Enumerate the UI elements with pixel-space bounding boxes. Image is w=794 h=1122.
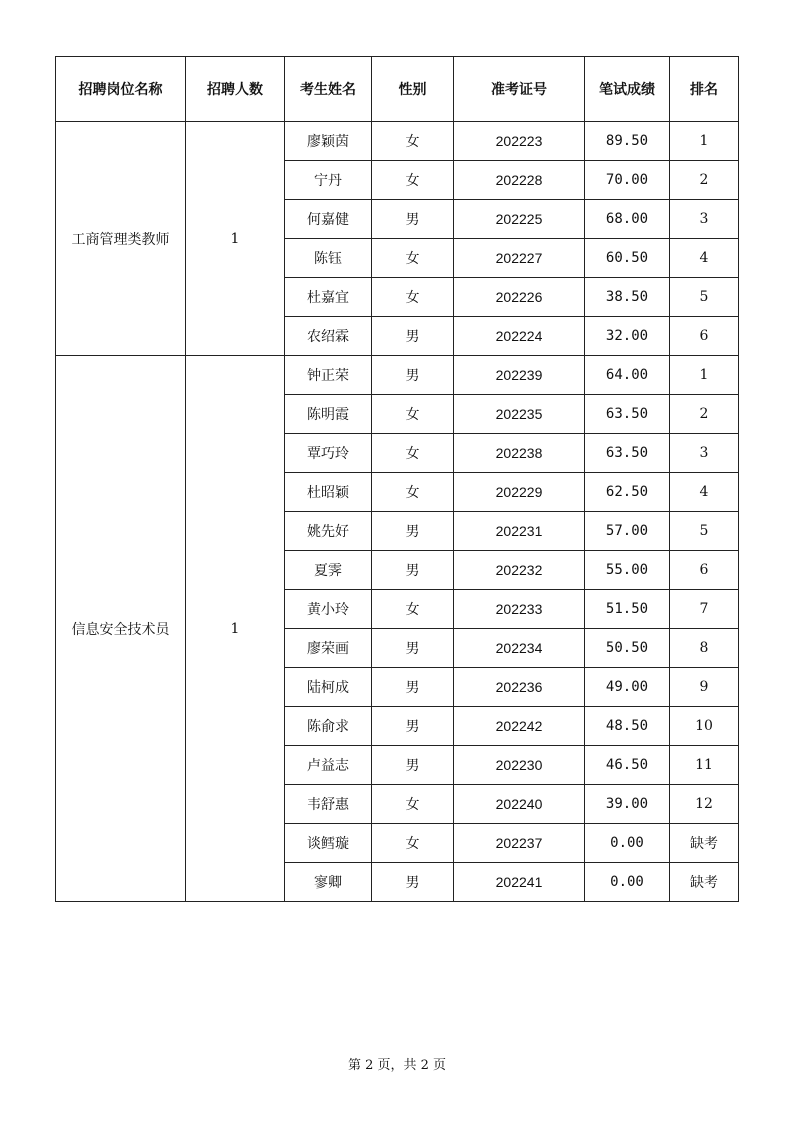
name-cell: 陈钰 [285, 239, 372, 278]
score-cell: 62.50 [585, 473, 670, 512]
gender-cell: 女 [372, 785, 454, 824]
rank-cell: 3 [670, 200, 739, 239]
score-cell: 57.00 [585, 512, 670, 551]
exam-id-cell: 202229 [454, 473, 585, 512]
score-cell: 60.50 [585, 239, 670, 278]
name-cell: 宁丹 [285, 161, 372, 200]
header-exam-id: 准考证号 [454, 57, 585, 122]
exam-id-cell: 202228 [454, 161, 585, 200]
gender-cell: 男 [372, 746, 454, 785]
exam-id-cell: 202223 [454, 122, 585, 161]
exam-id-cell: 202239 [454, 356, 585, 395]
exam-id-cell: 202233 [454, 590, 585, 629]
results-table [55, 56, 739, 902]
rank-cell: 11 [670, 746, 739, 785]
exam-id-cell: 202234 [454, 629, 585, 668]
name-cell: 杜嘉宜 [285, 278, 372, 317]
score-cell: 39.00 [585, 785, 670, 824]
exam-id-cell: 202224 [454, 317, 585, 356]
score-cell: 89.50 [585, 122, 670, 161]
gender-cell: 女 [372, 824, 454, 863]
rank-cell: 6 [670, 551, 739, 590]
score-cell: 50.50 [585, 629, 670, 668]
gender-cell: 女 [372, 395, 454, 434]
name-cell: 钟正荣 [285, 356, 372, 395]
gender-cell: 男 [372, 200, 454, 239]
rank-cell: 10 [670, 707, 739, 746]
rank-cell: 12 [670, 785, 739, 824]
exam-id-cell: 202225 [454, 200, 585, 239]
name-cell: 廖颖茵 [285, 122, 372, 161]
score-cell: 51.50 [585, 590, 670, 629]
name-cell: 夏霁 [285, 551, 372, 590]
score-cell: 0.00 [585, 863, 670, 902]
header-row [56, 57, 739, 122]
gender-cell: 女 [372, 473, 454, 512]
rank-cell: 缺考 [670, 824, 739, 863]
exam-id-cell: 202240 [454, 785, 585, 824]
exam-id-cell: 202242 [454, 707, 585, 746]
name-cell: 寥卿 [285, 863, 372, 902]
gender-cell: 男 [372, 629, 454, 668]
exam-id-cell: 202238 [454, 434, 585, 473]
gender-cell: 女 [372, 161, 454, 200]
exam-id-cell: 202236 [454, 668, 585, 707]
exam-id-cell: 202231 [454, 512, 585, 551]
rank-cell: 4 [670, 473, 739, 512]
rank-cell: 4 [670, 239, 739, 278]
score-cell: 49.00 [585, 668, 670, 707]
gender-cell: 女 [372, 239, 454, 278]
header-count: 招聘人数 [186, 57, 285, 122]
score-cell: 0.00 [585, 824, 670, 863]
rank-cell: 1 [670, 122, 739, 161]
count-cell: 1 [186, 122, 285, 356]
header-rank: 排名 [670, 57, 739, 122]
gender-cell: 男 [372, 317, 454, 356]
rank-cell: 3 [670, 434, 739, 473]
gender-cell: 男 [372, 668, 454, 707]
gender-cell: 男 [372, 707, 454, 746]
exam-id-cell: 202232 [454, 551, 585, 590]
exam-id-cell: 202235 [454, 395, 585, 434]
gender-cell: 男 [372, 512, 454, 551]
gender-cell: 女 [372, 278, 454, 317]
page-footer: 第 2 页，共 2 页 [347, 1058, 447, 1073]
gender-cell: 女 [372, 434, 454, 473]
header-name: 考生姓名 [285, 57, 372, 122]
rank-cell: 7 [670, 590, 739, 629]
rank-cell: 缺考 [670, 863, 739, 902]
score-cell: 48.50 [585, 707, 670, 746]
exam-id-cell: 202237 [454, 824, 585, 863]
name-cell: 何嘉健 [285, 200, 372, 239]
name-cell: 陈俞求 [285, 707, 372, 746]
score-cell: 46.50 [585, 746, 670, 785]
rank-cell: 5 [670, 278, 739, 317]
header-score: 笔试成绩 [585, 57, 670, 122]
gender-cell: 女 [372, 122, 454, 161]
name-cell: 廖荣画 [285, 629, 372, 668]
name-cell: 陈明霞 [285, 395, 372, 434]
rank-cell: 2 [670, 161, 739, 200]
exam-id-cell: 202241 [454, 863, 585, 902]
score-cell: 64.00 [585, 356, 670, 395]
rank-cell: 6 [670, 317, 739, 356]
score-cell: 63.50 [585, 395, 670, 434]
name-cell: 覃巧玲 [285, 434, 372, 473]
exam-id-cell: 202226 [454, 278, 585, 317]
name-cell: 陆柯成 [285, 668, 372, 707]
gender-cell: 男 [372, 356, 454, 395]
rank-cell: 9 [670, 668, 739, 707]
name-cell: 姚先好 [285, 512, 372, 551]
exam-id-cell: 202230 [454, 746, 585, 785]
score-cell: 55.00 [585, 551, 670, 590]
score-cell: 32.00 [585, 317, 670, 356]
score-cell: 63.50 [585, 434, 670, 473]
rank-cell: 2 [670, 395, 739, 434]
exam-id-cell: 202227 [454, 239, 585, 278]
gender-cell: 女 [372, 590, 454, 629]
score-cell: 38.50 [585, 278, 670, 317]
table-row [56, 122, 739, 161]
score-cell: 70.00 [585, 161, 670, 200]
rank-cell: 1 [670, 356, 739, 395]
table-row [56, 356, 739, 395]
gender-cell: 男 [372, 551, 454, 590]
gender-cell: 男 [372, 863, 454, 902]
header-position: 招聘岗位名称 [56, 57, 186, 122]
name-cell: 黄小玲 [285, 590, 372, 629]
name-cell: 卢益志 [285, 746, 372, 785]
name-cell: 农绍霖 [285, 317, 372, 356]
name-cell: 杜昭颖 [285, 473, 372, 512]
header-gender: 性别 [372, 57, 454, 122]
name-cell: 韦舒惠 [285, 785, 372, 824]
rank-cell: 8 [670, 629, 739, 668]
score-cell: 68.00 [585, 200, 670, 239]
count-cell: 1 [186, 356, 285, 902]
name-cell: 谈鳕璇 [285, 824, 372, 863]
rank-cell: 5 [670, 512, 739, 551]
position-cell: 工商管理类教师 [56, 122, 186, 356]
position-cell: 信息安全技术员 [56, 356, 186, 902]
